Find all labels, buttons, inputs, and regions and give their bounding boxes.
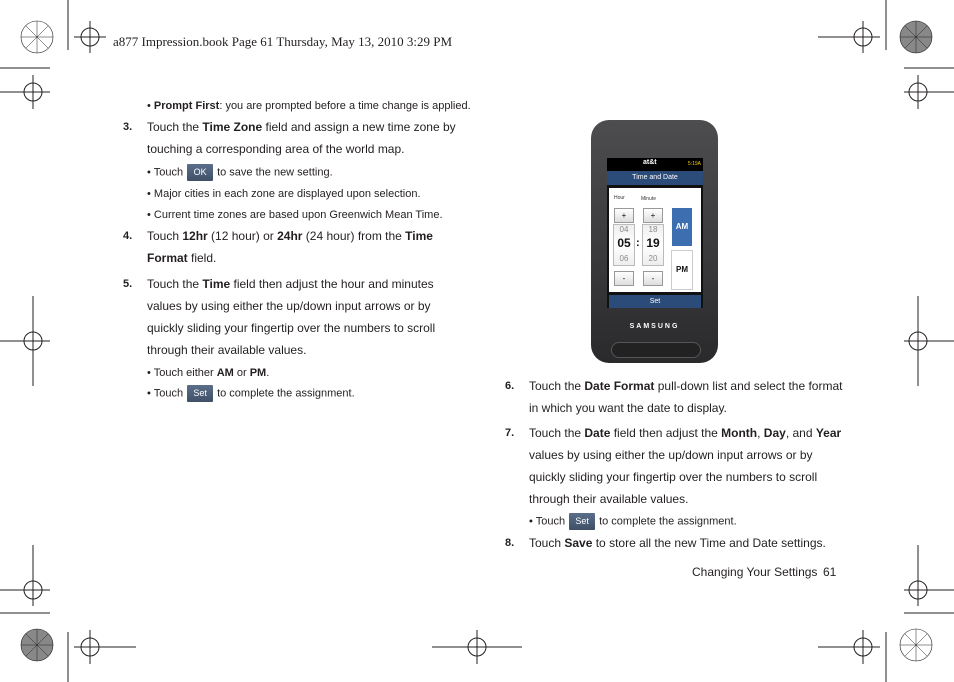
bullet-text: Major cities in each zone are displayed upon selection. (153, 188, 421, 200)
step-text: in which you want the date to display. (529, 401, 727, 415)
bullet-touch-set: • Touch Set to complete the assignment. (147, 385, 355, 402)
brand-logo: SAMSUNG (629, 323, 680, 330)
step-text: Touch (529, 536, 565, 550)
step-text: through their available values. (147, 343, 307, 357)
bullet-touch-set-2: • Touch Set to complete the assignment. (529, 513, 737, 530)
step-bold: Format (147, 251, 188, 265)
step-number: 8. (505, 537, 515, 549)
step-text: touching a corresponding area of the world map. (147, 142, 405, 156)
step-text: to store all the new Time and Date settings. (592, 536, 826, 550)
clock-text: 5:19A (687, 161, 701, 167)
step-text: Touch the (147, 120, 203, 134)
step-number: 6. (505, 380, 515, 392)
step-text: Touch (147, 229, 183, 243)
minute-prev: 18 (648, 225, 658, 234)
step-text: Touch the (529, 426, 585, 440)
hour-current: 05 (617, 236, 631, 250)
minute-up-button[interactable]: + (643, 208, 663, 223)
step-text: values by using either the up/down input arrows or by (529, 448, 813, 462)
step-bold: Save (564, 536, 593, 550)
step-bold: Day (763, 426, 786, 440)
bullet-text: to save the new setting. (217, 166, 333, 179)
print-header: a877 Impression.book Page 61 Thursday, May 13, 2010 3:29 PM (113, 34, 453, 49)
step-number: 3. (123, 121, 133, 133)
phone-image (591, 120, 718, 363)
step-bold: 12hr (182, 229, 208, 243)
step-bold: Year (815, 426, 842, 440)
hour-label: Hour (614, 195, 625, 201)
bullet-bold: PM (249, 367, 267, 379)
hour-prev: 04 (619, 225, 629, 234)
time-colon: : (636, 237, 640, 249)
step-number: 4. (123, 230, 133, 242)
bullet-text: or (233, 367, 250, 379)
bullet-text: Touch (535, 515, 566, 528)
minute-down-button[interactable]: - (643, 271, 663, 286)
step-bold: 24hr (277, 229, 303, 243)
step-bold: Time (405, 229, 433, 243)
page-number: 61 (823, 565, 837, 579)
bullet-major-cities: • Major cities in each zone are displayed upon selection. (147, 188, 421, 200)
phone-screen (607, 158, 703, 308)
bullet-touch-ok: • Touch OK to save the new setting. (147, 164, 333, 181)
phone-keys (611, 342, 701, 358)
footer-section-title: Changing Your Settings (692, 565, 818, 579)
ok-button[interactable]: OK (187, 164, 213, 181)
bullet-text: Touch (153, 387, 184, 400)
minute-current: 19 (646, 236, 660, 250)
step-text: Touch the (147, 277, 203, 291)
bullet-text: : you are prompted before a time change is applied. (219, 100, 471, 112)
step-text: , and (785, 426, 816, 440)
bullet-text: to complete the assignment. (217, 387, 355, 400)
step-text: field then adjust the (610, 426, 722, 440)
step-text: Touch the (529, 379, 585, 393)
step-bold: Time Zone (202, 120, 263, 134)
step-text: , (757, 426, 764, 440)
minute-next: 20 (648, 254, 658, 263)
phone-status-bar (607, 158, 703, 171)
step-text: field. (187, 251, 217, 265)
carrier-logo: at&t (643, 159, 657, 166)
step-bold: Date Format (584, 379, 655, 393)
step-text: field then adjust the hour and minutes (230, 277, 434, 291)
step-text: values by using either the up/down input arrows or by (147, 299, 431, 313)
bullet-text: Touch either (153, 367, 217, 379)
hour-up-button[interactable]: + (614, 208, 634, 223)
bullet-text: to complete the assignment. (599, 515, 737, 528)
bullet-bold: AM (216, 367, 234, 379)
step-text: through their available values. (529, 492, 689, 506)
step-bold: Time (202, 277, 231, 291)
pm-button[interactable]: PM (671, 250, 693, 290)
step-text: field and assign a new time zone by (262, 120, 456, 134)
step-bold: Date (584, 426, 611, 440)
time-picker-panel (609, 188, 701, 292)
step-bold: Month (721, 426, 758, 440)
am-button[interactable]: AM (672, 208, 692, 246)
bullet-am-pm: • Touch either AM or PM. (147, 367, 270, 379)
bullet-time-zones: • Current time zones are based upon Greenwich Mean Time. (147, 209, 443, 221)
step-text: (24 hour) from the (302, 229, 406, 243)
step-number: 7. (505, 427, 515, 439)
bullet-text: Touch (153, 166, 184, 179)
bullet-prompt-first: • Prompt First: you are prompted before a time change is applied. (147, 100, 471, 112)
phone-title: Time and Date (607, 171, 703, 185)
bullet-text: Current time zones are based upon Greenwich Mean Time. (153, 209, 443, 221)
hour-next: 06 (619, 254, 629, 263)
step-text: pull-down list and select the format (654, 379, 843, 393)
set-button[interactable]: Set (569, 513, 595, 530)
hour-down-button[interactable]: - (614, 271, 634, 286)
bullet-bold: Prompt First (153, 100, 220, 112)
step-text: quickly sliding your fingertip over the numbers to scroll (147, 321, 436, 335)
set-button[interactable]: Set (187, 385, 213, 402)
bullet-text: . (266, 367, 270, 379)
phone-set-button[interactable]: Set (609, 295, 701, 308)
step-text: quickly sliding your fingertip over the numbers to scroll (529, 470, 818, 484)
step-text: (12 hour) or (207, 229, 278, 243)
step-number: 5. (123, 278, 133, 290)
minute-label: Minute (641, 196, 657, 202)
